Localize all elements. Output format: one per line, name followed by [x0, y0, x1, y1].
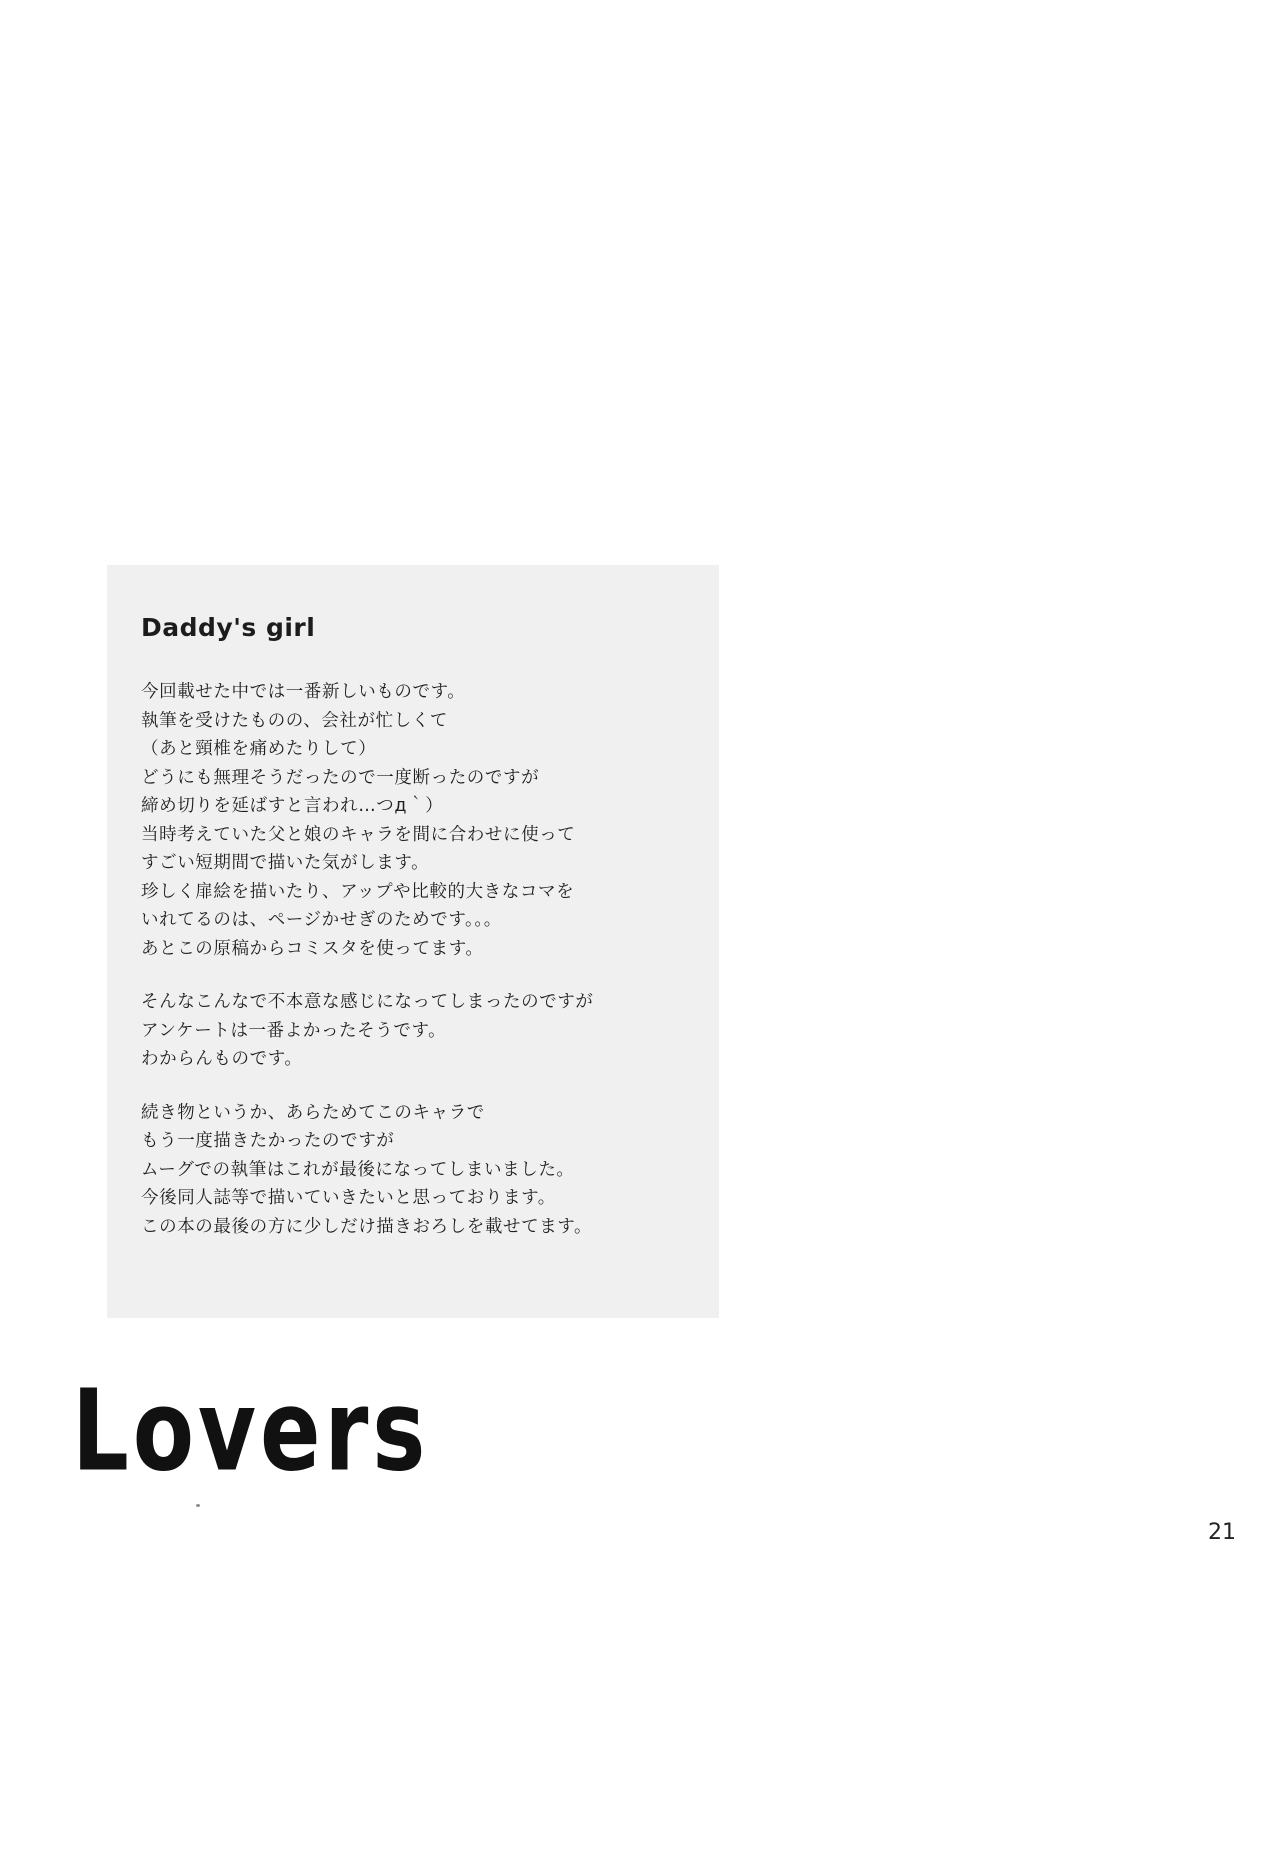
note-paragraph [141, 678, 685, 963]
note-line: 今後同人誌等で描いていきたいと思っております。 [141, 1188, 556, 1208]
note-paragraph [141, 1099, 685, 1242]
note-line: 当時考えていた父と娘のキャラを間に合わせに使って [141, 824, 576, 845]
note-body [141, 678, 685, 1241]
note-line: ムーグでの執筆はこれが最後になってしまいました。 [141, 1159, 575, 1180]
note-line: 執筆を受けたものの、会社が忙しくて [141, 710, 448, 731]
afterword-note-content [107, 565, 719, 1318]
note-line: あとこの原稿からコミスタを使ってます。 [141, 938, 484, 959]
page-number: 21 [1208, 1520, 1236, 1545]
note-line: どうにも無理そうだったので一度断ったのですが [141, 767, 540, 788]
note-line: アンケートは一番よかったそうです。 [141, 1020, 447, 1041]
note-line: もう一度描きたかったのですが [141, 1131, 395, 1151]
chapter-heading: Lovers [72, 1366, 430, 1497]
ink-speck [196, 1504, 200, 1507]
note-line: 今回載せた中では一番新しいものです。 [141, 682, 466, 702]
note-line: そんなこんなで不本意な感じになってしまったのですが [141, 992, 594, 1012]
note-line: 締め切りを延ばすと言われ…つд｀） [141, 796, 444, 816]
note-line: 続き物というか、あらためてこのキャラで [141, 1102, 485, 1123]
note-paragraph [141, 988, 685, 1074]
afterword-note-block [107, 565, 719, 1318]
note-line: この本の最後の方に少しだけ描きおろしを載せてます。 [141, 1216, 593, 1237]
note-line: 珍しく扉絵を描いたり、アップや比較的大きなコマを [141, 881, 575, 902]
note-line: いれてるのは、ページかせぎのためです。。。 [141, 910, 502, 930]
note-line: （あと頸椎を痛めたりして） [141, 739, 377, 759]
note-line: すごい短期間で描いた気がします。 [141, 853, 430, 873]
note-title: Daddy's girl [141, 613, 316, 642]
note-line: わからんものです。 [141, 1049, 303, 1069]
